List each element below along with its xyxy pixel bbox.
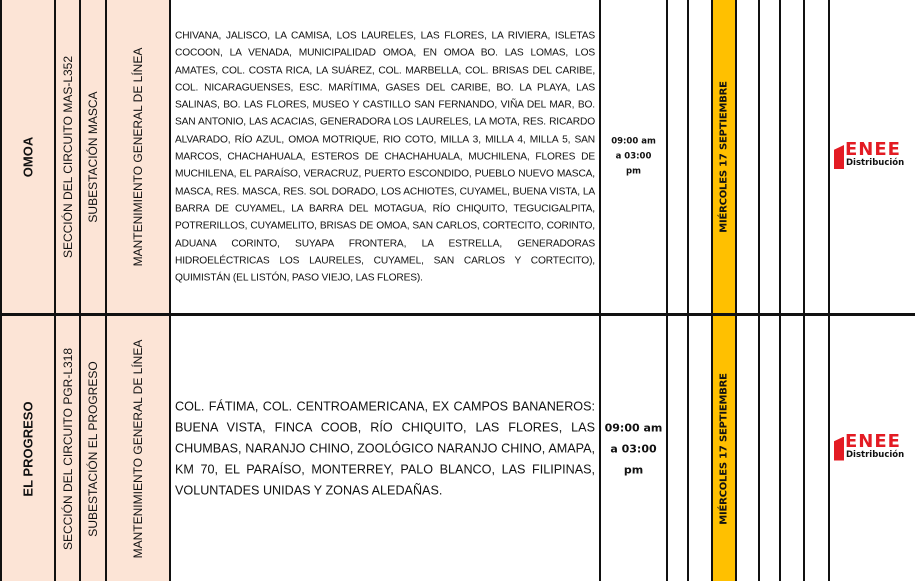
empty-cell (760, 316, 781, 581)
schedule-text: 09:00 am a 03:00 pm (604, 421, 663, 476)
circuit-section-cell (56, 0, 81, 314)
substation-cell (81, 0, 107, 314)
enee-logo-mark-icon (834, 437, 844, 461)
date-label: MIÉRCOLES 17 SEPTIEMBRE (718, 81, 730, 233)
empty-cell (689, 316, 713, 581)
schedule-cell (601, 316, 668, 581)
schedule-cell (601, 0, 668, 314)
enee-logo-mark-icon (834, 145, 844, 169)
enee-logo (834, 430, 915, 464)
empty-cell (737, 0, 760, 314)
empty-cell (805, 316, 830, 581)
date-cell (713, 0, 737, 314)
circuit-section-label: SECCIÓN DEL CIRCUITO MAS-L352 (60, 55, 75, 259)
table-row-el-progreso (0, 316, 915, 581)
affected-areas-text: COL. FÁTIMA, COL. CENTROAMERICANA, EX CAMPOS BANANEROS: BUENA VISTA, FINCA COOB, RÍO CHIQUITO, LAS FLORES, LAS CHUMBAS, NARANJO CHINO, ZOOLÓGICO NARANJO CHINO, AMAPA, KM 70, EL PARAÍSO, MONTERREY, PALO BLANCO, LAS FILIPINAS, VOLUNTADES UNIDAS Y ZONAS ALEDAÑAS. (175, 399, 595, 497)
municipality-label: OMOA (20, 136, 36, 178)
enee-logo-brand: ENEE (845, 430, 901, 452)
logo-cell (830, 0, 915, 314)
municipality-label: EL PROGRESO (20, 400, 36, 497)
empty-cell (760, 0, 781, 314)
schedule-text: 09:00 am a 03:00 pm (611, 136, 656, 177)
empty-cell (668, 316, 689, 581)
work-type-label: MANTENIMIENTO GENERAL DE LÍNEA (131, 339, 145, 558)
date-label: MIÉRCOLES 17 SEPTIEMBRE (718, 372, 730, 525)
enee-logo-subtitle: Distribución (846, 158, 905, 168)
empty-cell (737, 316, 760, 581)
empty-cell (689, 0, 713, 314)
empty-cell (781, 316, 805, 581)
work-type-label: MANTENIMIENTO GENERAL DE LÍNEA (131, 47, 145, 267)
enee-logo (834, 139, 915, 172)
municipality-cell (2, 316, 56, 581)
enee-logo-subtitle: Distribución (846, 449, 905, 460)
affected-areas-cell (171, 316, 601, 581)
empty-cell (668, 0, 689, 314)
logo-cell (830, 316, 915, 581)
work-type-cell (107, 316, 171, 581)
circuit-section-label: SECCIÓN DEL CIRCUITO PGR-L318 (60, 347, 75, 550)
affected-areas-cell (171, 0, 601, 314)
substation-cell (81, 316, 107, 581)
circuit-section-cell (56, 316, 81, 581)
work-type-cell (107, 0, 171, 314)
empty-cell (781, 0, 805, 314)
empty-cell (805, 0, 830, 314)
affected-areas-text: CHIVANA, JALISCO, LA CAMISA, LOS LAURELES, LAS FLORES, LA RIVIERA, ISLETAS COCOON, LA VENADA, MUNICIPALIDAD OMOA, EN OMOA BO. LAS LOMAS, LOS AMATES, COL. COSTA RICA, LA SUÁREZ, COL. MARBELLA, COL. BRISAS DEL CARIBE, COL. NICARAGUENSES, ESC. MARÍTIMA, GASES DEL CARIBE, BO. LA PLAYA, LAS SALINAS, BO. LAS FLORES, MUSEO Y CASTILLO SAN FERNANDO, VIÑA DEL MAR, BO. SAN ANTONIO, LAS ACACIAS, GENERADORA LOS LAURELES, LA MOTA, RES. RICARDO ALVARADO, RÍO AZUL, OMOA MOTRIQUE, RIO COTO, MILLA 3, MILLA 4, MILLA 5, SAN MARCOS, CHACHAHUALA, ESTEROS DE CHACHAHUALA, MUCHILENA, FLORES DE MUCHILENA, EL PARAÍSO, VERACRUZ, PUERTO ESCONDIDO, PUEBLO NUEVO MASCA, MASCA, RES. MASCA, RES. SOL DORADO, LOS ACHIOTES, CUYAMEL, BUENA VISTA, LA BARRA DE CUYAMEL, LA BARRA DEL MOTAGUA, RÍO CHIQUITO, TEGUCIGALPITA, POTRERILLOS, CUYAMELITO, BRISAS DE OMOA, SAN CARLOS, CORTECITO, CORINTO, ADUANA CORINTO, SUYAPA FRONTERA, LA ESTRELLA, GENERADORAS HIDROELÉCTRICAS LOS LAURELES, CUYAMEL, SAN CARLOS Y CORTECITO), QUIMISTÁN (EL LISTÓN, PASO VIEJO, LAS FLORES). (175, 30, 595, 284)
date-cell (713, 316, 737, 581)
municipality-cell (2, 0, 56, 314)
substation-label: SUBESTACIÓN MASCA (86, 91, 100, 223)
substation-label: SUBESTACIÓN EL PROGRESO (86, 360, 100, 537)
enee-logo-brand: ENEE (845, 139, 901, 160)
